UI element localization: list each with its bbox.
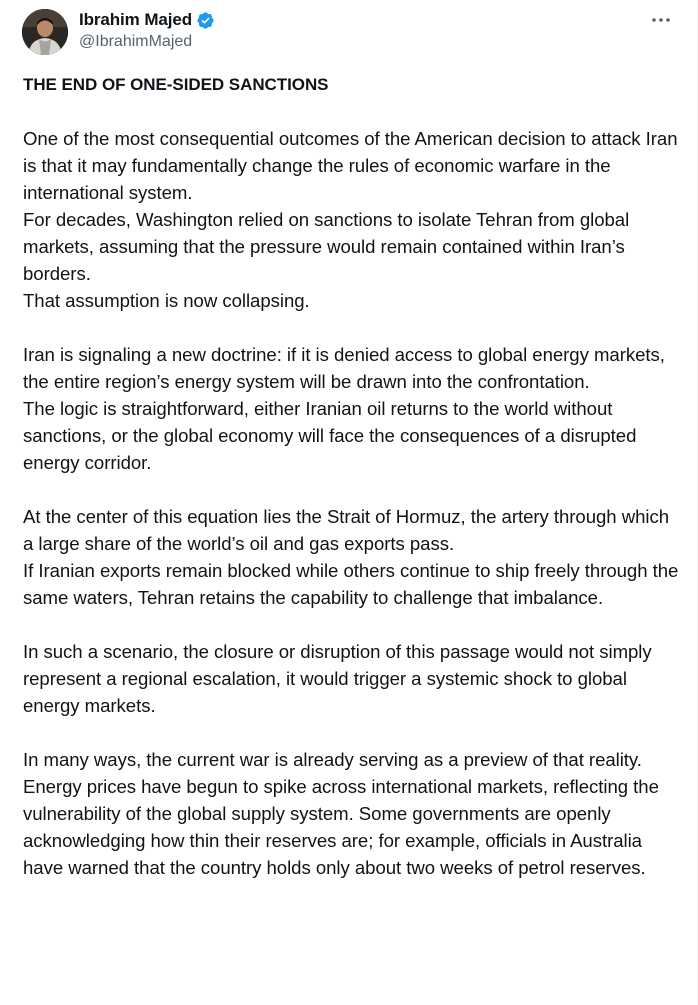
more-icon [651,17,671,23]
author-display-name[interactable]: Ibrahim Majed [79,10,193,29]
avatar-image [22,9,68,55]
tweet-text [23,71,683,881]
tweet-line: If Iranian exports remain blocked while others continue to ship freely through the same waters, Tehran retains the capability to challenge that imbalance. [23,560,679,608]
tweet-paragraph [23,341,683,476]
avatar[interactable] [22,9,68,55]
tweet-title: THE END OF ONE-SIDED SANCTIONS [23,75,329,94]
tweet-line: At the center of this equation lies the Strait of Hormuz, the artery through which a large share of the world’s oil and gas exports pass. [23,506,669,554]
author-name-row [79,9,215,31]
tweet-paragraph [23,503,683,611]
tweet-line: For decades, Washington relied on sanctions to isolate Tehran from global markets, assuming that the pressure would remain contained within Iran’s borders. [23,209,630,284]
verified-badge-icon [196,11,215,30]
tweet-line: One of the most consequential outcomes of the American decision to attack Iran is that it may fundamentally change the rules of economic warfare in the international system. [23,128,678,203]
tweet-paragraph [23,746,683,881]
tweet-line: The logic is straightforward, either Iranian oil returns to the world without sanctions, or the global economy will face the consequences of a disrupted energy corridor. [23,398,637,473]
tweet-line: That assumption is now collapsing. [23,290,310,311]
more-options-button[interactable] [649,10,673,30]
tweet-paragraph [23,638,683,719]
tweet-line: Iran is signaling a new doctrine: if it is denied access to global energy markets, the entire region’s energy system will be drawn into the confrontation. [23,344,665,392]
tweet-line: In such a scenario, the closure or disruption of this passage would not simply represent a regional escalation, it would trigger a systemic shock to global energy markets. [23,641,652,716]
tweet-paragraph [23,125,683,314]
author-handle[interactable]: @IbrahimMajed [79,33,193,50]
tweet-line: Energy prices have begun to spike across international markets, reflecting the vulnerability of the global supply system. Some governments are openly acknowledging how thin their reserves are; for example, officials in Australia have warned that the country holds only about two weeks of petrol reserves. [23,776,659,878]
tweet-line: In many ways, the current war is already serving as a preview of that reality. [23,749,642,770]
